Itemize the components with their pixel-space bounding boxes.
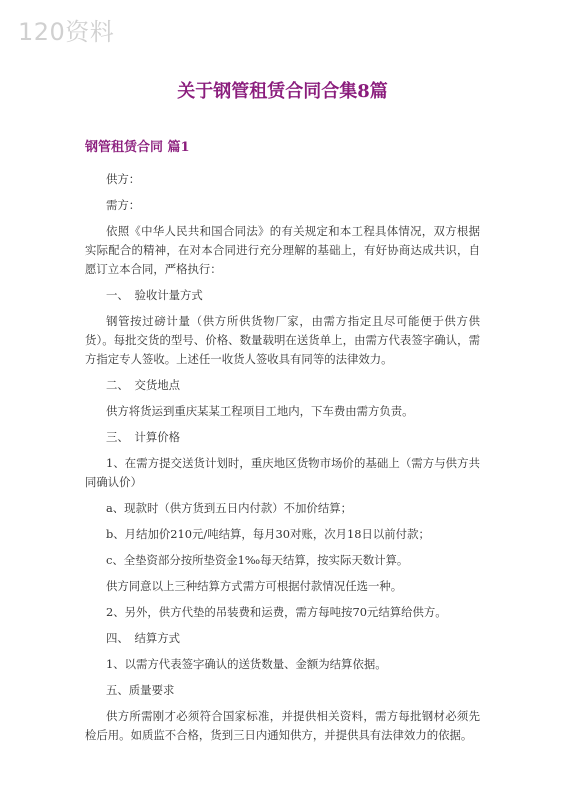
heading-quality: 五、质量要求 [106, 683, 175, 697]
watermark: 120资料 [18, 18, 115, 46]
paragraph-supplier: 供方： [106, 172, 141, 186]
heading-price: 三、 计算价格 [106, 430, 181, 444]
section-title: 钢管租赁合同 篇1 [85, 140, 190, 155]
paragraph-settlement: 1、以需方代表签字确认的送货数量、金额为结算依据。 [106, 657, 387, 671]
paragraph-quality: 供方所需刚才必须符合国家标准，并提供相关资料，需方每批钢材必须先检后用。如质监不合格，货到三日内通知供方，并提供具有法律效力的依据。 [85, 709, 480, 742]
paragraph-price-choice: 供方同意以上三种结算方式需方可根据付款情况任选一种。 [106, 579, 403, 593]
paragraph-intro: 依照《中华人民共和国合同法》的有关规定和本工程具体情况，双方根据实际配合的精神，在对本合同进行充分理解的基础上，有好协商达成共识，自愿订立本合同，严格执行： [85, 224, 480, 276]
paragraph-price-2: 2、另外，供方代垫的吊装费和运费，需方每吨按70元结算给供方。 [106, 605, 447, 619]
document-title: 关于钢管租赁合同合集8篇 [177, 81, 388, 102]
heading-delivery: 二、 交货地点 [106, 378, 181, 392]
paragraph-buyer: 需方： [106, 198, 141, 212]
paragraph-price-b: b、月结加价210元/吨结算，每月30对账，次月18日以前付款； [106, 527, 430, 541]
document-body [85, 170, 480, 752]
paragraph-price-a: a、现款时（供方货到五日内付款）不加价结算； [106, 501, 352, 515]
heading-acceptance: 一、 验收计量方式 [106, 288, 203, 302]
paragraph-delivery: 供方将货运到重庆某某工程项目工地内，下车费由需方负责。 [106, 404, 414, 418]
paragraph-acceptance: 钢管按过磅计量（供方所供货物厂家，由需方指定且尽可能便于供方供货）。每批交货的型号、价格、数量载明在送货单上，由需方代表签字确认，需方指定专人签收。上述任一收货人签收具有同等的法律效力。 [85, 314, 480, 366]
heading-settlement: 四、 结算方式 [106, 631, 181, 645]
paragraph-price-1: 1、在需方提交送货计划时，重庆地区货物市场价的基础上（需方与供方共同确认价） [85, 456, 480, 489]
paragraph-price-c: c、全垫资部分按所垫资金1‰每天结算，按实际天数计算。 [106, 553, 409, 567]
